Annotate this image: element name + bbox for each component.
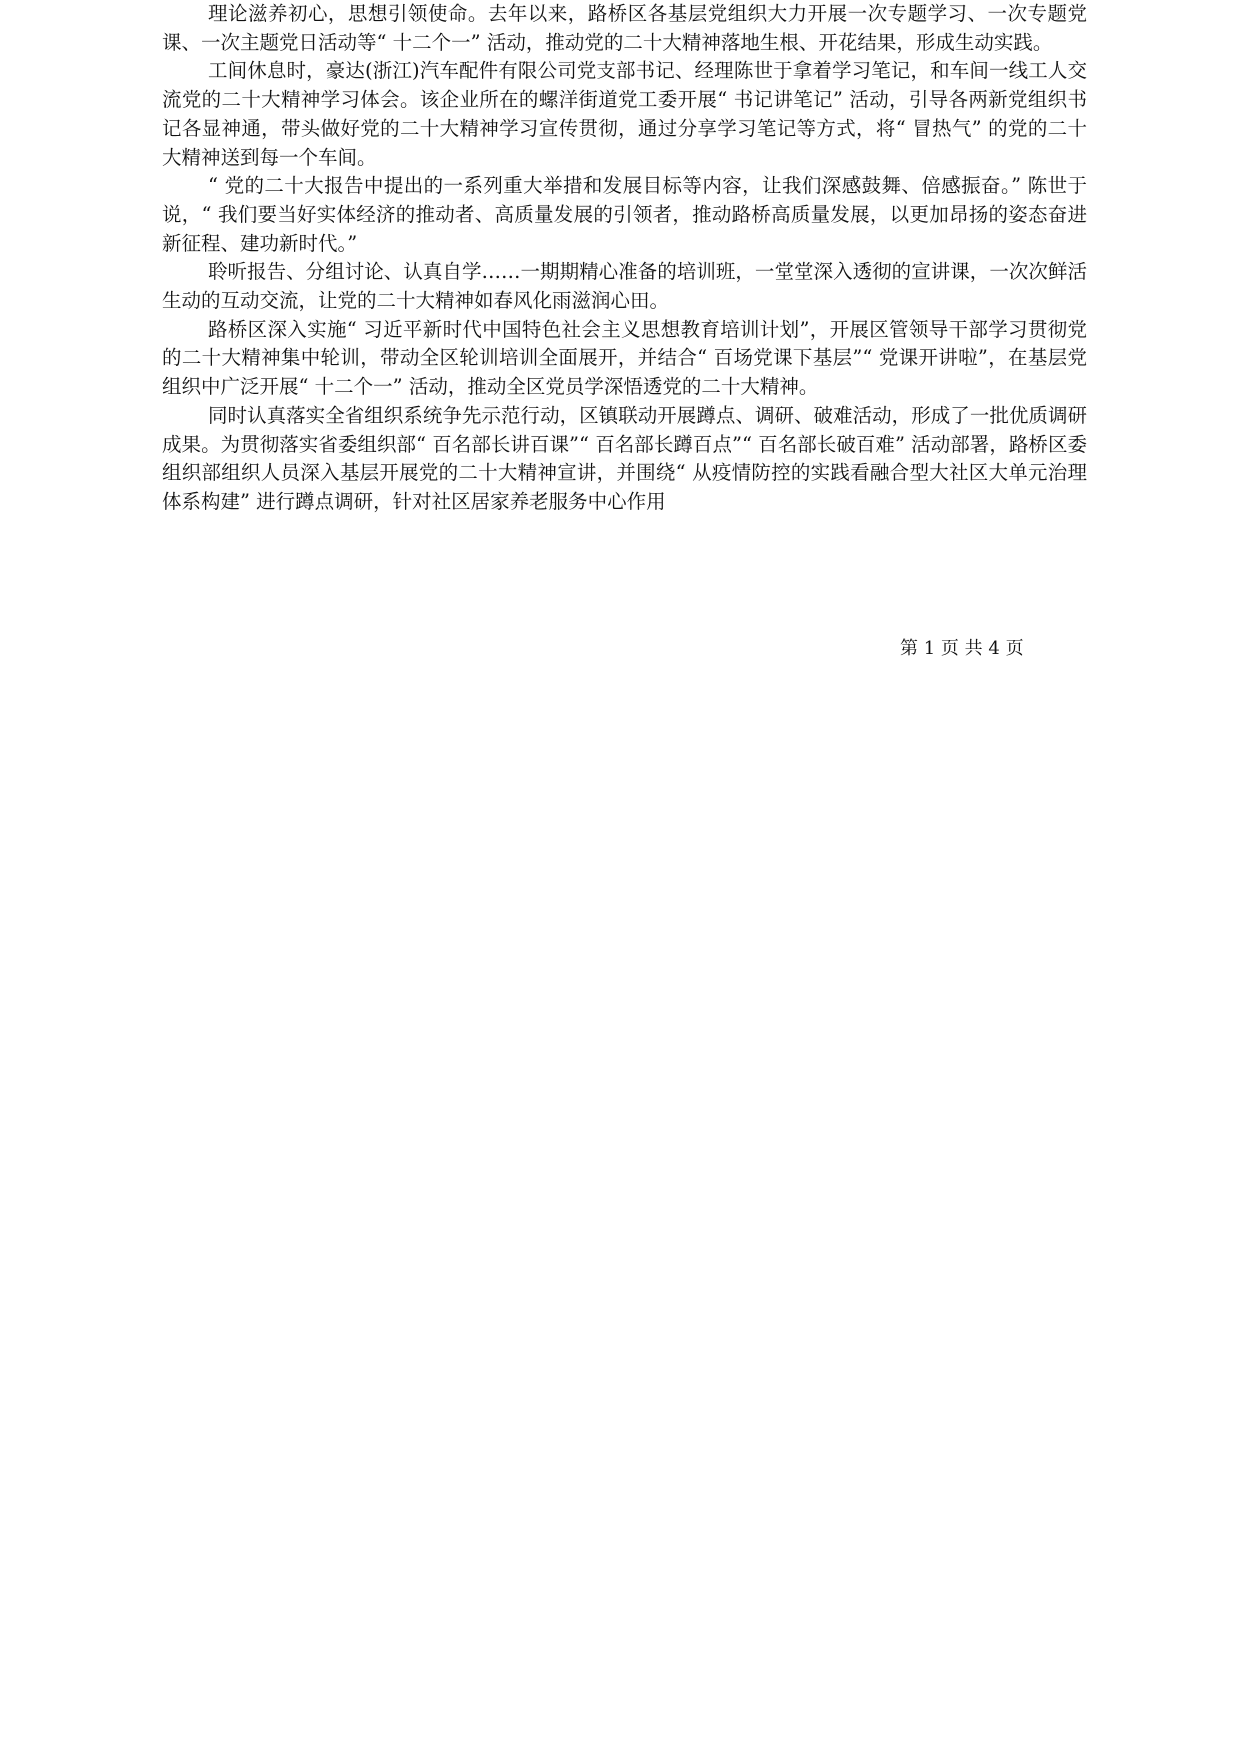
paragraph-4: 聆听报告、分组讨论、认真自学……一期期精心准备的培训班，一堂堂深入透彻的宣讲课，一次次鲜活生动的互动交流，让党的二十大精神如春风化雨滋润心田。 — [162, 260, 1087, 313]
paragraph-3: “ 党的二十大报告中提出的一系列重大举措和发展目标等内容，让我们深感鼓舞、倍感振奋。” 陈世于说，“ 我们要当好实体经济的推动者、高质量发展的引领者，推动路桥高质量发展，以更加昂扬的姿态奋进新征程、建功新时代。” — [162, 174, 1087, 255]
footer-mid: 页 共 — [940, 638, 983, 659]
footer-suffix: 页 — [1005, 638, 1024, 659]
footer-total-pages: 4 — [988, 638, 1000, 659]
paragraph-2: 工间休息时，豪达(浙江)汽车配件有限公司党支部书记、经理陈世于拿着学习笔记，和车间一线工人交流党的二十大精神学习体会。该企业所在的螺洋街道党工委开展“ 书记讲笔记” 活动，引导各两新党组织书记各显神通，带头做好党的二十大精神学习宣传贯彻，通过分享学习笔记等方式，将“ 冒热气” 的党的二十大精神送到每一个车间。 — [162, 59, 1087, 169]
paragraph-1: 理论滋养初心，思想引领使命。去年以来，路桥区各基层党组织大力开展一次专题学习、一次专题党课、一次主题党日活动等“ 十二个一” 活动，推动党的二十大精神落地生根、开花结果，形成生动实践。 — [162, 2, 1087, 54]
footer-prefix: 第 — [900, 638, 918, 659]
footer-current-page: 1 — [923, 638, 936, 659]
paragraph-5: 路桥区深入实施“ 习近平新时代中国特色社会主义思想教育培训计划”，开展区管领导干部学习贯彻党的二十大精神集中轮训，带动全区轮训培训全面展开，并结合“ 百场党课下基层”“ 党课开讲啦”，在基层党组织中广泛开展“ 十二个一” 活动，推动全区党员学深悟透党的二十大精神。 — [162, 317, 1087, 399]
page-footer — [900, 637, 1024, 661]
document-body — [162, 0, 1087, 517]
paragraph-6: 同时认真落实全省组织系统争先示范行动，区镇联动开展蹲点、调研、破难活动，形成了一批优质调研成果。为贯彻落实省委组织部“ 百名部长讲百课”“ 百名部长蹲百点”“ 百名部长破百难” 活动部署，路桥区委组织部组织人员深入基层开展党的二十大精神宣讲，并围绕“ 从疫情防控的实践看融合型大社区大单元治理体系构建” 进行蹲点调研，针对社区居家养老服务中心作用 — [162, 403, 1087, 513]
